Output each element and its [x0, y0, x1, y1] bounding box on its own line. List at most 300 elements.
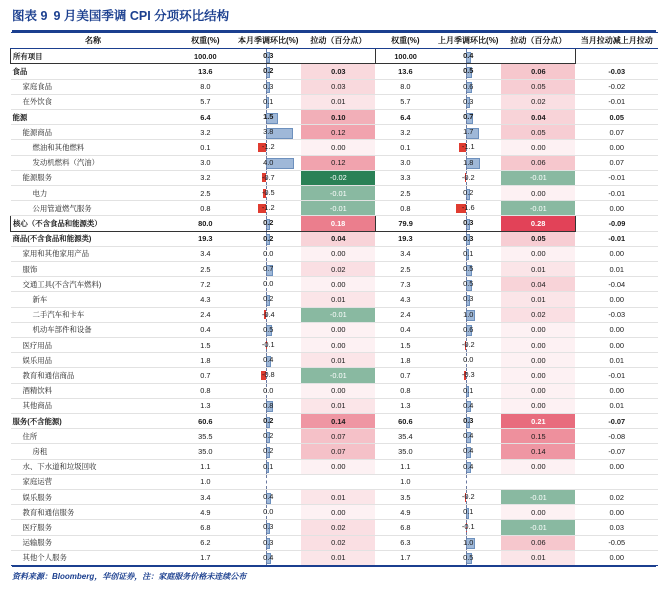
mom-prev	[435, 444, 501, 459]
cell-value: 0.8	[263, 400, 274, 410]
cell-value: 6.3	[400, 538, 411, 548]
contrib-current	[301, 277, 375, 292]
mom-prev	[435, 398, 501, 413]
cell-value: 0.01	[531, 553, 546, 563]
contrib-prev	[501, 64, 575, 79]
cell-value: 公用管道燃气服务	[32, 203, 92, 213]
cell-value: 机动车部件和设备	[32, 325, 92, 335]
cell-value: 1.8	[200, 355, 211, 365]
cell-value: 0.4	[463, 431, 474, 441]
cell-value: 6.2	[200, 538, 211, 548]
cell-value: 0.3	[263, 537, 274, 547]
contrib-prev	[501, 398, 575, 413]
cell-value: 13.6	[198, 66, 213, 76]
cell-value: 0.0	[263, 279, 274, 289]
contrib-prev	[501, 505, 575, 520]
cell-value: 0.2	[263, 416, 274, 426]
table-row	[11, 307, 659, 322]
row-label	[11, 277, 176, 292]
contrib-current	[301, 292, 375, 307]
col-header-weight-prev: 权重(%)	[375, 33, 435, 49]
contrib-prev	[501, 383, 575, 398]
mom-current	[235, 277, 301, 292]
row-label	[11, 398, 176, 413]
cell-value: 79.9	[398, 219, 413, 229]
cell-value: 3.4	[400, 249, 411, 259]
cell-value: -0.03	[608, 310, 626, 320]
cell-value: 0.03	[331, 66, 346, 76]
cell-value: 0.1	[400, 143, 411, 152]
cell-value: 0.3	[463, 233, 474, 243]
weight-current	[175, 246, 235, 261]
cell-value: -0.2	[461, 492, 475, 502]
contrib-current	[301, 353, 375, 368]
cell-value: 0.4	[263, 355, 274, 365]
cell-value: 0.02	[331, 523, 346, 533]
cell-value: 0.01	[609, 264, 624, 274]
cell-value: 0.4	[263, 492, 274, 502]
row-label	[11, 429, 176, 444]
cell-value: 0.00	[609, 143, 624, 152]
contrib-current	[301, 398, 375, 413]
mom-prev	[435, 474, 501, 489]
cell-value: 3.0	[200, 158, 211, 168]
cell-value: 3.5	[400, 492, 411, 502]
cell-value: -0.3	[461, 370, 475, 380]
contrib-diff	[575, 474, 658, 489]
cell-value: 0.02	[609, 492, 624, 502]
cell-value: 0.4	[200, 325, 211, 335]
cell-value: 0.00	[609, 249, 624, 259]
contrib-prev	[501, 474, 575, 489]
cell-value: 0.00	[531, 507, 546, 517]
row-label	[11, 246, 176, 261]
contrib-diff	[575, 79, 658, 94]
weight-prev	[375, 414, 435, 429]
cell-value: 0.01	[331, 553, 346, 563]
table-row	[11, 216, 659, 231]
cell-value: -0.01	[529, 203, 547, 213]
row-label	[11, 140, 176, 155]
mom-current	[235, 216, 301, 231]
cell-value: -0.5	[261, 188, 275, 198]
contrib-diff	[575, 246, 658, 261]
cell-value: 0.03	[609, 523, 624, 533]
mom-current	[235, 262, 301, 277]
table-row	[11, 550, 659, 565]
mom-prev	[435, 322, 501, 337]
cell-value: 1.1	[200, 462, 211, 472]
contrib-prev	[501, 94, 575, 109]
weight-current	[175, 307, 235, 322]
contrib-current	[301, 79, 375, 94]
cell-value: 能源	[12, 112, 28, 122]
cell-value: 4.3	[400, 295, 411, 305]
cell-value: 3.0	[400, 158, 411, 168]
table-row	[11, 338, 659, 353]
contrib-prev	[501, 520, 575, 535]
weight-prev	[375, 292, 435, 307]
row-label	[11, 231, 176, 246]
cell-value: 3.2	[200, 127, 211, 137]
weight-current	[175, 201, 235, 216]
cell-value: 1.7	[200, 553, 211, 563]
cell-value: -0.09	[608, 219, 626, 229]
weight-current	[175, 155, 235, 170]
weight-prev	[375, 110, 435, 125]
cell-value: 4.9	[200, 507, 211, 517]
mom-prev	[435, 231, 501, 246]
weight-current	[175, 429, 235, 444]
cell-value: 0.7	[463, 112, 474, 121]
cell-value: 0.06	[531, 538, 546, 548]
mom-prev	[435, 353, 501, 368]
cell-value: -1.6	[461, 203, 475, 213]
mom-prev	[435, 383, 501, 398]
cell-value: 新车	[32, 295, 48, 305]
cell-value: 1.5	[200, 340, 211, 350]
contrib-diff	[575, 64, 658, 79]
zero-axis	[466, 475, 467, 489]
cell-value: 0.1	[463, 248, 474, 258]
contrib-prev	[501, 262, 575, 277]
cell-value: 1.7	[463, 127, 474, 137]
weight-prev	[375, 170, 435, 185]
cell-value: 0.02	[531, 97, 546, 107]
table-row	[11, 64, 659, 79]
contrib-prev	[501, 125, 575, 140]
cell-value: 0.5	[263, 324, 274, 334]
contrib-diff	[575, 170, 658, 185]
cell-value: -0.07	[608, 416, 626, 426]
cell-value: -0.02	[608, 82, 626, 92]
cell-value: 6.4	[200, 112, 211, 122]
contrib-diff	[575, 444, 658, 459]
weight-prev	[375, 535, 435, 550]
weight-prev	[375, 94, 435, 109]
mom-prev	[435, 49, 501, 64]
cell-value: 2.4	[200, 310, 211, 320]
contrib-current	[301, 429, 375, 444]
table-row	[11, 170, 659, 185]
cell-value: 0.02	[331, 538, 346, 548]
row-label	[11, 414, 176, 429]
contrib-diff	[575, 535, 658, 550]
cell-value: 其他商品	[22, 401, 53, 411]
cell-value: 3.3	[400, 173, 411, 183]
weight-prev	[375, 368, 435, 383]
weight-prev	[375, 79, 435, 94]
contrib-diff	[575, 155, 658, 170]
row-label	[11, 368, 176, 383]
cell-value: 0.3	[463, 96, 474, 106]
cell-value: 在外饮食	[22, 97, 53, 107]
weight-current	[175, 414, 235, 429]
contrib-prev	[501, 322, 575, 337]
row-label	[11, 170, 176, 185]
contrib-current	[301, 535, 375, 550]
cell-value: 能源服务	[22, 173, 53, 183]
contrib-current	[301, 64, 375, 79]
table-row	[11, 155, 659, 170]
cell-value: 0.00	[531, 325, 546, 335]
cell-value: 0.00	[331, 507, 346, 517]
row-label	[11, 383, 176, 398]
row-label	[11, 322, 176, 337]
mom-prev	[435, 94, 501, 109]
cell-value: 0.00	[531, 386, 546, 396]
cell-value: 0.2	[263, 294, 274, 304]
cell-value: 6.4	[400, 112, 411, 122]
contrib-current	[301, 490, 375, 505]
contrib-diff	[575, 186, 658, 201]
table-row	[11, 368, 659, 383]
weight-prev	[375, 550, 435, 565]
cell-value: 2.5	[400, 264, 411, 274]
cell-value: 0.2	[463, 188, 474, 198]
contrib-diff	[575, 307, 658, 322]
mom-prev	[435, 110, 501, 125]
weight-current	[175, 79, 235, 94]
cell-value: 0.00	[531, 143, 546, 152]
weight-current	[175, 520, 235, 535]
weight-current	[175, 140, 235, 155]
cell-value: 住所	[22, 431, 38, 441]
mom-prev	[435, 170, 501, 185]
mom-prev	[435, 79, 501, 94]
contrib-current	[301, 307, 375, 322]
cell-value: 1.1	[400, 462, 411, 472]
mom-current	[235, 64, 301, 79]
mom-current	[235, 444, 301, 459]
cell-value: 2.5	[400, 188, 411, 198]
cell-value: 核心（不含食品和能源类）	[13, 219, 102, 229]
mom-current	[235, 231, 301, 246]
source-note: 资料来源：Bloomberg，华创证券，注：家庭服务价格未连续公布	[12, 572, 247, 582]
contrib-diff	[575, 201, 658, 216]
table-row	[11, 262, 659, 277]
weight-current	[175, 398, 235, 413]
weight-prev	[375, 383, 435, 398]
cell-value: 2.5	[200, 188, 211, 198]
cell-value: 0.4	[463, 446, 474, 456]
table-row	[11, 246, 659, 261]
cell-value: 0.2	[263, 66, 274, 76]
zero-axis	[266, 475, 267, 489]
cell-value: 0.00	[331, 325, 346, 335]
weight-current	[175, 170, 235, 185]
contrib-prev	[501, 368, 575, 383]
cell-value: 0.4	[463, 400, 474, 410]
col-header-name: 名称	[11, 33, 176, 49]
contrib-current	[301, 201, 375, 216]
cell-value: 19.3	[198, 234, 213, 244]
table-row	[11, 292, 659, 307]
table-row	[11, 505, 659, 520]
contrib-diff	[575, 398, 658, 413]
cell-value: 1.8	[400, 355, 411, 365]
cell-value: -0.01	[608, 97, 626, 107]
contrib-current	[301, 231, 375, 246]
table-row	[11, 110, 659, 125]
cell-value: 0.00	[331, 340, 346, 350]
mom-current	[235, 186, 301, 201]
cell-value: 2.5	[200, 264, 211, 274]
cell-value: -0.01	[329, 310, 347, 320]
mom-prev	[435, 520, 501, 535]
weight-current	[175, 444, 235, 459]
table-row	[11, 79, 659, 94]
cell-value: 0.00	[531, 462, 546, 472]
row-label	[11, 505, 176, 520]
cell-value: 0.0	[263, 248, 274, 258]
mom-prev	[435, 140, 501, 155]
weight-current	[175, 353, 235, 368]
contrib-current	[301, 368, 375, 383]
contrib-current	[301, 216, 375, 231]
mom-current	[235, 474, 301, 489]
cell-value: 0.02	[331, 264, 346, 274]
weight-current	[175, 490, 235, 505]
contrib-prev	[501, 459, 575, 474]
figure-number: 图表 9	[12, 9, 48, 23]
row-label	[11, 201, 176, 216]
cell-value: -0.01	[608, 234, 626, 244]
cell-value: 其他个人服务	[22, 553, 67, 563]
cell-value: 0.3	[463, 218, 474, 228]
cell-value: -0.4	[261, 309, 275, 319]
contrib-diff	[575, 125, 658, 140]
cell-value: -0.7	[261, 172, 275, 182]
cell-value: 0.8	[200, 386, 211, 396]
col-header-weight-current: 权重(%)	[175, 33, 235, 49]
contrib-prev	[501, 110, 575, 125]
contrib-prev	[501, 49, 575, 64]
cell-value: -0.01	[329, 203, 347, 213]
row-label	[11, 64, 176, 79]
row-label	[11, 338, 176, 353]
cell-value: -0.2	[461, 340, 475, 350]
cell-value: 60.6	[398, 416, 413, 426]
figure-title-text: 9 月美国季调 CPI 分项环比结构	[53, 9, 230, 23]
cell-value: 3.4	[200, 249, 211, 259]
cell-value: 19.3	[398, 234, 413, 244]
cell-value: 1.0	[200, 477, 211, 487]
mom-current	[235, 246, 301, 261]
mom-current	[235, 550, 301, 565]
cell-value: -1.2	[261, 142, 275, 152]
contrib-prev	[501, 277, 575, 292]
contrib-prev	[501, 246, 575, 261]
cell-value: 0.00	[531, 188, 546, 198]
mom-prev	[435, 125, 501, 140]
mom-current	[235, 307, 301, 322]
contrib-prev	[501, 292, 575, 307]
mom-current	[235, 170, 301, 185]
contrib-prev	[501, 490, 575, 505]
cell-value: 35.5	[198, 431, 213, 441]
table-row	[11, 140, 659, 155]
mom-prev	[435, 535, 501, 550]
table-row	[11, 383, 659, 398]
cell-value: 0.6	[463, 324, 474, 334]
mom-prev	[435, 186, 501, 201]
weight-current	[175, 110, 235, 125]
contrib-current	[301, 338, 375, 353]
row-label	[11, 444, 176, 459]
table-row	[11, 444, 659, 459]
contrib-diff	[575, 277, 658, 292]
cell-value: 家庭运营	[22, 477, 53, 487]
mom-prev	[435, 459, 501, 474]
contrib-current	[301, 505, 375, 520]
cell-value: -0.1	[461, 522, 475, 532]
cell-value: 1.3	[200, 401, 211, 411]
weight-current	[175, 292, 235, 307]
mom-prev	[435, 505, 501, 520]
contrib-current	[301, 186, 375, 201]
cell-value: 0.28	[530, 219, 546, 229]
contrib-current	[301, 140, 375, 155]
cell-value: 1.0	[463, 309, 474, 319]
contrib-prev	[501, 353, 575, 368]
weight-prev	[375, 186, 435, 201]
table-row	[11, 474, 659, 489]
cell-value: 教育和通信商品	[22, 371, 75, 381]
table-header-row	[11, 33, 659, 49]
cell-value: -1.1	[461, 142, 475, 152]
row-label	[11, 94, 176, 109]
col-header-contrib-prev: 拉动（百分点）	[501, 33, 575, 49]
cell-value: 食品	[12, 66, 28, 76]
contrib-current	[301, 444, 375, 459]
cell-value: 1.3	[400, 401, 411, 411]
cell-value: 1.0	[463, 537, 474, 547]
cell-value: 0.01	[531, 295, 546, 305]
mom-prev	[435, 429, 501, 444]
contrib-current	[301, 474, 375, 489]
cell-value: 0.15	[531, 431, 546, 441]
cell-value: -0.01	[608, 188, 626, 198]
contrib-prev	[501, 231, 575, 246]
cell-value: 0.1	[263, 461, 274, 471]
cell-value: 0.12	[331, 127, 346, 137]
contrib-prev	[501, 307, 575, 322]
table-row	[11, 231, 659, 246]
cell-value: 0.01	[331, 401, 346, 411]
contrib-current	[301, 322, 375, 337]
cell-value: 0.01	[331, 97, 346, 107]
weight-current	[175, 125, 235, 140]
cell-value: 0.3	[463, 294, 474, 304]
mom-current	[235, 490, 301, 505]
mom-prev	[435, 262, 501, 277]
contrib-current	[301, 125, 375, 140]
cell-value: -0.02	[329, 173, 347, 183]
cell-value: 5.7	[200, 97, 211, 107]
cell-value: -0.01	[608, 371, 626, 381]
cell-value: 0.01	[609, 355, 624, 365]
col-header-mom-current: 本月季调环比(%)	[235, 33, 301, 49]
row-label	[11, 292, 176, 307]
mom-current	[235, 292, 301, 307]
weight-current	[175, 338, 235, 353]
cell-value: 35.0	[198, 447, 213, 457]
cell-value: -0.1	[261, 340, 275, 350]
cell-value: 医疗服务	[22, 523, 53, 533]
contrib-prev	[501, 186, 575, 201]
contrib-diff	[575, 383, 658, 398]
